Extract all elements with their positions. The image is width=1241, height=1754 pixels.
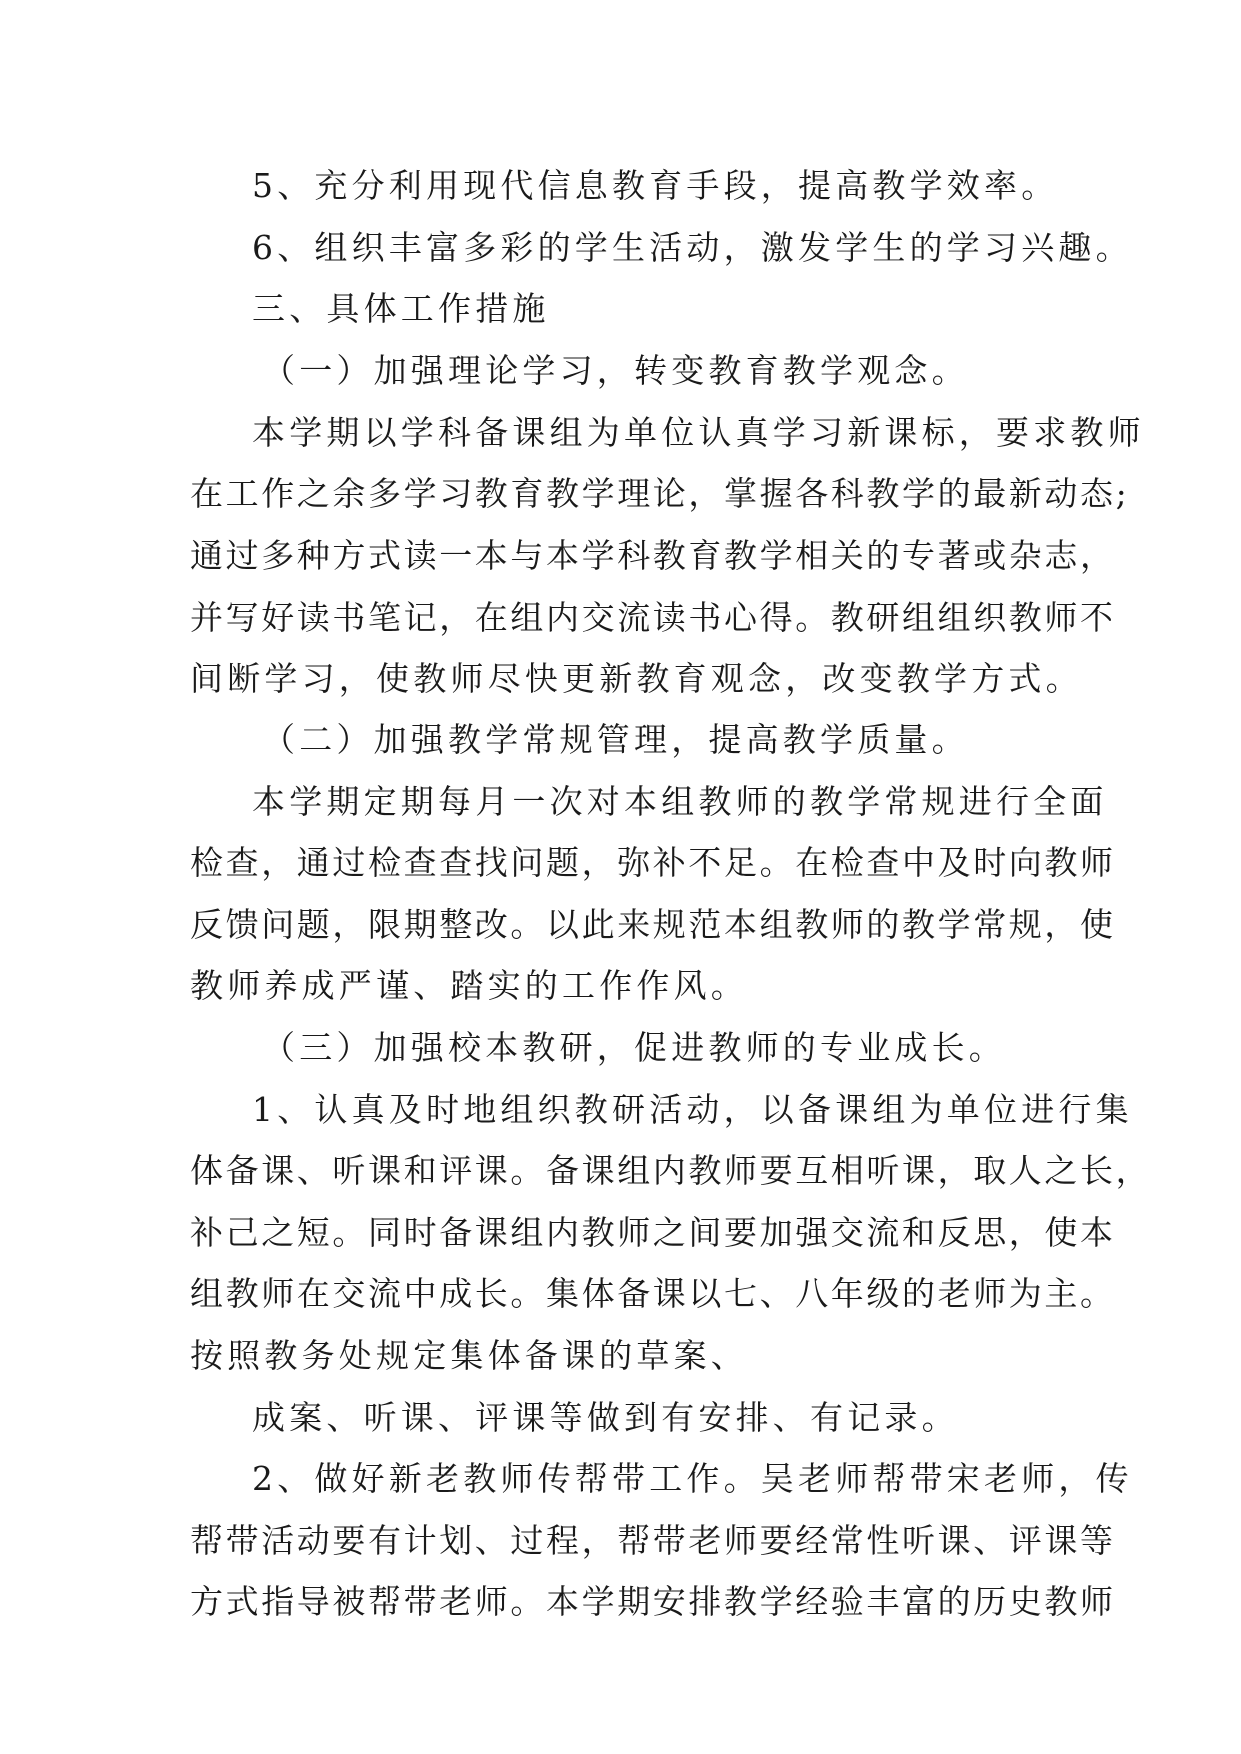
paragraph-line: 2、做好新老教师传帮带工作。吴老师帮带宋老师，传: [252, 1459, 1133, 1498]
paragraph-line: 在工作之余多学习教育教学理论，掌握各科教学的最新动态;: [190, 474, 1130, 513]
paragraph-line: 本学期定期每月一次对本组教师的教学常规进行全面: [252, 782, 1108, 821]
paragraph-line: 并写好读书笔记，在组内交流读书心得。教研组组织教师不: [190, 598, 1116, 637]
paragraph-line: 按照教务处规定集体备课的草案、: [190, 1336, 748, 1375]
paragraph-line: 通过多种方式读一本与本学科教育教学相关的专著或杂志，: [190, 536, 1116, 575]
paragraph-line: 组教师在交流中成长。集体备课以七、八年级的老师为主。: [190, 1274, 1116, 1313]
paragraph-line: 方式指导被帮带老师。本学期安排教学经验丰富的历史教师: [190, 1582, 1116, 1621]
paragraph-line: 5、充分利用现代信息教育手段，提高教学效率。: [252, 166, 1059, 205]
section-heading: 三、具体工作措施: [252, 289, 550, 328]
paragraph-line: 1、认真及时地组织教研活动，以备课组为单位进行集: [252, 1090, 1133, 1129]
paragraph-line: 成案、听课、评课等做到有安排、有记录。: [252, 1398, 959, 1437]
subsection-heading: （三）加强校本教研，促进教师的专业成长。: [262, 1028, 1006, 1067]
paragraph-line: 补己之短。同时备课组内教师之间要加强交流和反思，使本: [190, 1213, 1116, 1252]
paragraph-line: 体备课、听课和评课。备课组内教师要互相听课，取人之长，: [190, 1151, 1152, 1190]
paragraph-line: 6、组织丰富多彩的学生活动，激发学生的学习兴趣。: [252, 228, 1133, 267]
paragraph-line: 本学期以学科备课组为单位认真学习新课标，要求教师: [252, 413, 1145, 452]
paragraph-line: 检查，通过检查查找问题，弥补不足。在检查中及时向教师: [190, 843, 1116, 882]
subsection-heading: （一）加强理论学习，转变教育教学观念。: [262, 351, 969, 390]
subsection-heading: （二）加强教学常规管理，提高教学质量。: [262, 720, 969, 759]
paragraph-line: 教师养成严谨、踏实的工作作风。: [190, 966, 748, 1005]
paragraph-line: 帮带活动要有计划、过程，帮带老师要经常性听课、评课等: [190, 1521, 1116, 1560]
paragraph-line: 反馈问题，限期整改。以此来规范本组教师的教学常规，使: [190, 905, 1116, 944]
paragraph-line: 间断学习，使教师尽快更新教育观念，改变教学方式。: [190, 659, 1083, 698]
